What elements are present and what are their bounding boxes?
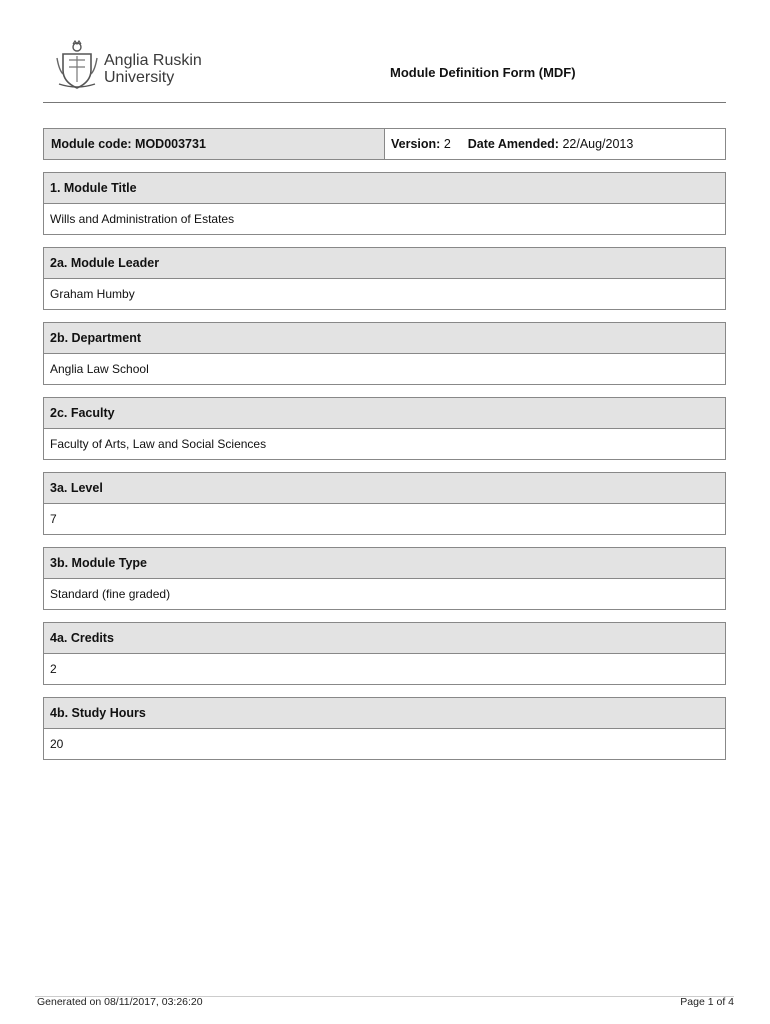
form-title: Module Definition Form (MDF) <box>390 65 576 80</box>
section-module-leader <box>43 247 726 310</box>
section-heading: 4b. Study Hours <box>44 698 725 729</box>
module-code: Module code: MOD003731 <box>44 129 385 159</box>
version-info <box>385 129 725 159</box>
university-logo <box>55 40 225 90</box>
date-amended-value: 22/Aug/2013 <box>562 137 634 151</box>
section-heading: 4a. Credits <box>44 623 725 654</box>
section-study-hours <box>43 697 726 760</box>
generated-timestamp: Generated on 08/11/2017, 03:26:20 <box>37 996 203 1008</box>
section-value: 2 <box>44 654 725 684</box>
version-label: Version: <box>391 137 441 151</box>
header-divider <box>43 102 726 103</box>
section-module-title <box>43 172 726 235</box>
section-module-type <box>43 547 726 610</box>
section-level <box>43 472 726 535</box>
section-heading: 3a. Level <box>44 473 725 504</box>
section-value: 7 <box>44 504 725 534</box>
section-value: Standard (fine graded) <box>44 579 725 609</box>
section-heading: 1. Module Title <box>44 173 725 204</box>
section-value: Graham Humby <box>44 279 725 309</box>
logo-line-1: Anglia Ruskin <box>104 52 202 69</box>
section-credits <box>43 622 726 685</box>
section-heading: 2a. Module Leader <box>44 248 725 279</box>
section-heading: 2c. Faculty <box>44 398 725 429</box>
page-number: Page 1 of 4 <box>680 996 734 1008</box>
crest-icon <box>55 40 99 90</box>
section-value: Faculty of Arts, Law and Social Sciences <box>44 429 725 459</box>
section-value: Wills and Administration of Estates <box>44 204 725 234</box>
section-value: Anglia Law School <box>44 354 725 384</box>
date-amended-label: Date Amended: <box>467 137 559 151</box>
page-header <box>43 36 726 98</box>
section-department <box>43 322 726 385</box>
version-value: 2 <box>443 137 451 151</box>
section-heading: 2b. Department <box>44 323 725 354</box>
logo-line-2: University <box>104 69 175 86</box>
module-code-row <box>43 128 726 160</box>
section-value: 20 <box>44 729 725 759</box>
section-faculty <box>43 397 726 460</box>
section-heading: 3b. Module Type <box>44 548 725 579</box>
